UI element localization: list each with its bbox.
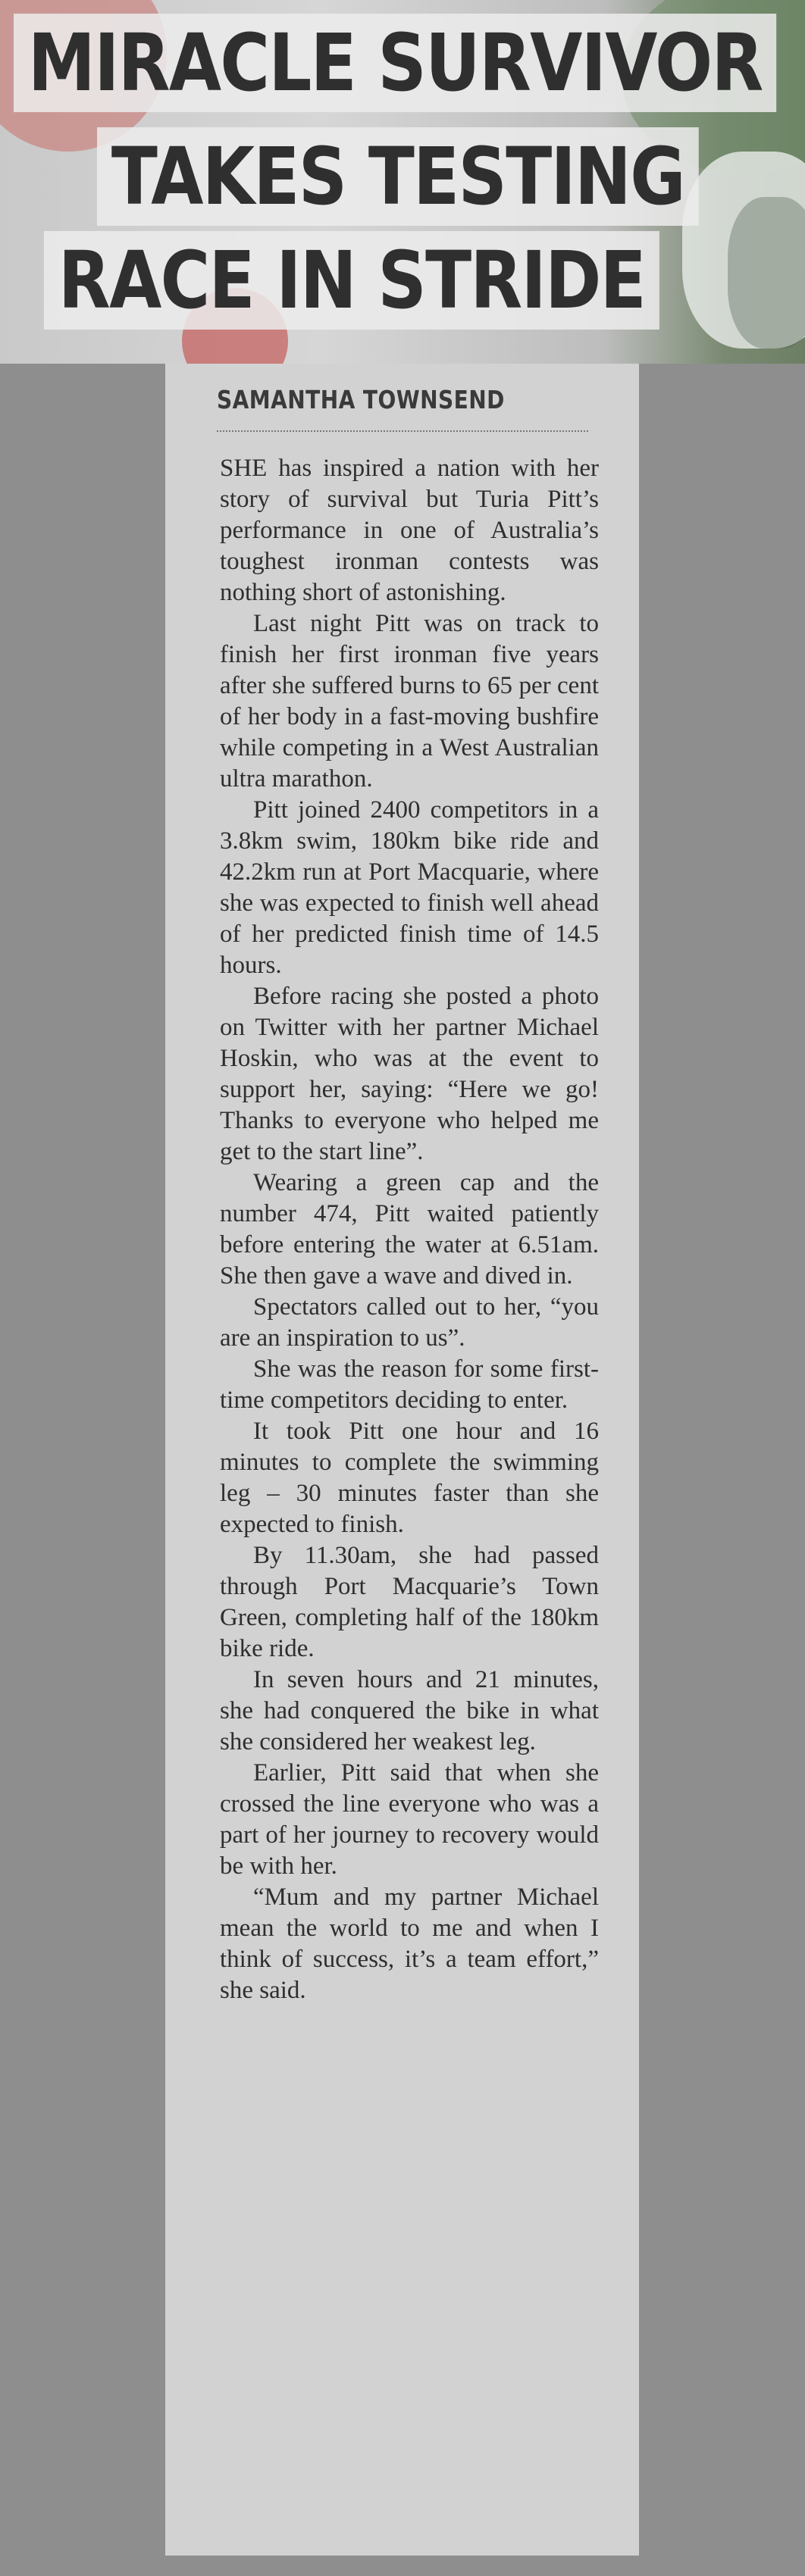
article-paragraph: She was the reason for some first-time competitors deciding to enter. xyxy=(220,1355,599,1414)
byline: SAMANTHA TOWNSEND xyxy=(217,385,505,414)
headline-banner xyxy=(0,0,805,364)
article-paragraph: It took Pitt one hour and 16 minutes to complete the swimming leg – 30 minutes faster than she expected to finish. xyxy=(220,1418,599,1538)
headline-line-2: TAKES TESTING xyxy=(97,127,699,226)
article-paragraph: Pitt joined 2400 competitors in a 3.8km swim, 180km bike ride and 42.2km run at Port Macquarie, where she was expected to finish well ahead of her predicted finish time of 14.5 hours. xyxy=(220,796,599,979)
article-paragraph: In seven hours and 21 minutes, she had conquered the bike in what she considered her weakest leg. xyxy=(220,1666,599,1755)
article-paragraph: SHE has inspired a nation with her story of survival but Turia Pitt’s performance in one of Australia’s toughest ironman contests was nothing short of astonishing. xyxy=(220,455,599,606)
byline-divider xyxy=(217,430,588,432)
article-paragraph: Before racing she posted a photo on Twitter with her partner Michael Hoskin, who was at the event to support her, saying: “Here we go! Thanks to everyone who helped me get to the start line”. xyxy=(220,983,599,1165)
article-body xyxy=(220,453,599,2006)
article-paragraph: By 11.30am, she had passed through Port Macquarie’s Town Green, completing half of the 180km bike ride. xyxy=(220,1542,599,1662)
article-paragraph: Wearing a green cap and the number 474, Pitt waited patiently before entering the water at 6.51am. She then gave a wave and dived in. xyxy=(220,1169,599,1290)
background-photo-shape xyxy=(728,197,805,349)
article-paragraph: “Mum and my partner Michael mean the world to me and when I think of success, it’s a team effort,” she said. xyxy=(220,1884,599,2004)
article-paragraph: Last night Pitt was on track to finish her first ironman five years after she suffered burns to 65 per cent of her body in a fast-moving bushfire while competing in a West Australian ultra marathon. xyxy=(220,610,599,792)
headline-line-3: RACE IN STRIDE xyxy=(44,231,659,330)
article-paragraph: Spectators called out to her, “you are an inspiration to us”. xyxy=(220,1293,599,1352)
article-column xyxy=(165,364,639,2556)
article-paragraph: Earlier, Pitt said that when she crossed the line everyone who was a part of her journey to recovery would be with her. xyxy=(220,1759,599,1880)
headline-line-1: MIRACLE SURVIVOR xyxy=(14,14,777,112)
